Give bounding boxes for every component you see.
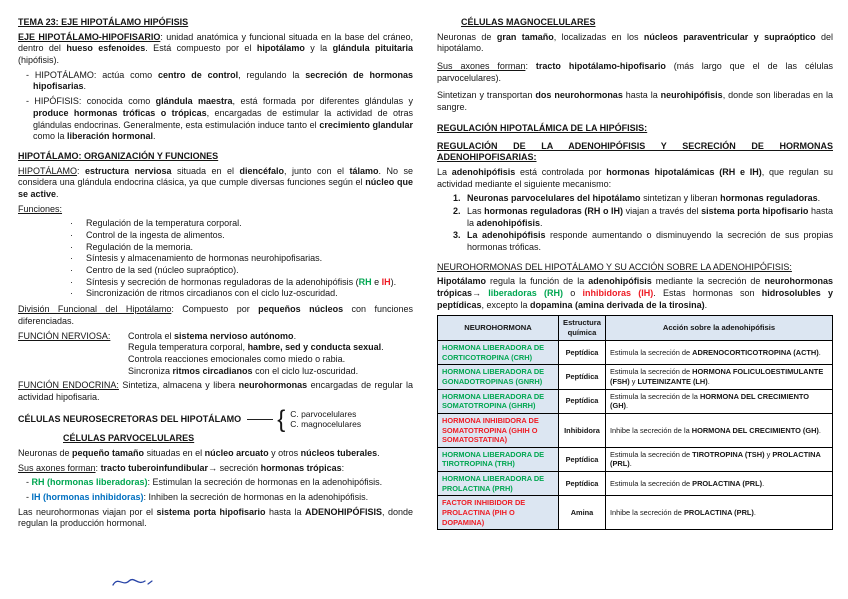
hormone-name-cell: FACTOR INHIBIDOR DE PROLACTINA (PIH O DOPAMINA) [438, 496, 559, 530]
bullet-glyph: · [70, 288, 73, 299]
hormone-name-cell: HORMONA LIBERADORA DE GONADOTROPINAS (GNRH) [438, 365, 559, 389]
text-run: secreción de hormonas hipofisarias [33, 69, 413, 92]
text-run: Sus axones forman [18, 462, 96, 473]
text-run: , encargadas de estimular la actividad de otras glándulas endocrinas. Generalmente, esta estimulación induce tanto el [33, 107, 414, 130]
text-run: viajan a través del [623, 205, 702, 216]
right-column [437, 17, 833, 530]
text-run: : [341, 462, 345, 473]
text-run: . [381, 342, 384, 353]
intro-paragraph [18, 32, 413, 67]
text-run: CÉLULAS NEUROSECRETORAS DEL HIPOTÁLAMO [18, 413, 242, 424]
text-run: tracto tuberoinfundibular [100, 462, 209, 473]
text-run: Inhibe la secreción de [609, 507, 684, 517]
list-item [453, 230, 833, 253]
text-run: . [293, 330, 297, 341]
text-run: sistema nervioso autónomo [174, 330, 294, 341]
text-run: hasta la [265, 506, 305, 517]
text-run: ADRENOCORTICOTROPINA (ACTH) [692, 347, 819, 357]
text-run: glándula pituitaria [332, 43, 413, 54]
table-header-row [438, 316, 833, 341]
list-item-text [467, 193, 833, 205]
text-run: REGULACIÓN DE LA ADENOHIPÓFISIS Y SECRECIÓN DE HORMONAS ADENOHIPOFISARIAS: [437, 140, 833, 163]
bullet-glyph: · [70, 253, 73, 264]
text-run: . No se considera una glándula endocrina clásica, ya que cumple diversas funciones según el [18, 165, 413, 188]
text-run: estructura nerviosa [85, 165, 172, 176]
text-run: hasta la [467, 205, 833, 228]
funcion-endocrina-block [18, 380, 413, 403]
structure-cell: Peptídica [559, 389, 606, 413]
text-run: hormonas trópicas [260, 462, 342, 473]
text-run: Controla el [128, 330, 175, 341]
text-run: Estimula la secreción de [609, 449, 693, 459]
hormone-name-cell: HORMONA LIBERADORA DE SOMATOTROPINA (GHRH) [438, 389, 559, 413]
text-run: Neuronas parvocelulares del hipotálamo [467, 193, 641, 204]
section-heading-organizacion [18, 151, 413, 163]
text-run: ). [390, 276, 397, 287]
text-run: (hipófisis). [18, 55, 60, 66]
funcion-nerviosa-block [18, 331, 413, 378]
text-run: crecimiento glandular [319, 119, 413, 130]
text-run: adenohipófisis [588, 276, 652, 287]
mecanismo-steps [437, 193, 833, 253]
text-run: , está formada por diferentes glándulas y [232, 96, 413, 107]
text-run: . [540, 217, 543, 228]
text-run: neurohipófisis [660, 90, 723, 101]
diagram-item: C. magnocelulares [290, 419, 362, 430]
list-item-text [86, 265, 413, 277]
action-cell [605, 447, 832, 471]
block-label [18, 331, 128, 378]
table-header-cell: Acción sobre la adenohipófisis [605, 316, 832, 341]
text-run: . [817, 193, 821, 204]
list-item-text [86, 288, 413, 300]
diagram-items [290, 409, 361, 430]
text-run: La adenohipófisis [467, 230, 546, 241]
porta-hipofisario-paragraph [18, 507, 413, 530]
structure-cell: Peptídica [559, 341, 606, 365]
structure-cell: Peptídica [559, 472, 606, 496]
bullet-glyph: · [70, 230, 73, 240]
text-run: Las [467, 205, 485, 216]
left-column [18, 17, 413, 533]
structure-cell: Inhibidora [559, 413, 606, 447]
regulacion-heading [437, 123, 833, 135]
text-run: : [525, 61, 536, 72]
text-run: y [764, 449, 773, 459]
text-run: Sintetiza, almacena y libera [118, 380, 239, 391]
text-run: sistema porta hipofisario [701, 205, 809, 216]
connector-line [247, 419, 273, 420]
text-run: Estimula la secreción de la [609, 391, 700, 401]
text-run: responde aumentando o disminuyendo la secreción de sus propias hormonas tróficas. [467, 230, 834, 252]
text-run: hormonas reguladoras (RH o IH) [484, 205, 624, 216]
text-run: núcleo que se active [18, 177, 413, 199]
text-run: → [472, 288, 489, 299]
text-run: . [83, 81, 87, 92]
text-run: pequeño tamaño [72, 447, 145, 458]
text-run: con el ciclo luz-oscuridad. [252, 365, 359, 376]
table-row [438, 365, 833, 389]
text-run: Centro de la sed (núcleo supraóptico). [86, 265, 239, 276]
text-run: IH [381, 276, 391, 287]
line [128, 342, 413, 354]
text-run: CÉLULAS MAGNOCELULARES [461, 17, 596, 27]
text-run: y la [304, 43, 333, 54]
mecanismo-intro [437, 167, 833, 190]
list-item-text [467, 230, 833, 253]
text-run: PROLACTINA (PRL) [692, 478, 763, 488]
text-run: neurohormonas trópicas [437, 276, 833, 299]
hormone-name-cell: HORMONA INHIBIDORA DE SOMATOTROPINA (GHIH O SOMATOSTATINA) [438, 413, 559, 447]
funciones-label [18, 204, 413, 216]
text-run: , excepto la [481, 299, 531, 310]
table-row [438, 413, 833, 447]
text-run: (más largo que el de las células parvocelulares). [437, 61, 833, 83]
neurohormonas-heading [437, 262, 833, 274]
list-item-text [86, 242, 413, 254]
table-row [438, 472, 833, 496]
text-run: sistema porta hipofisario [156, 506, 266, 517]
text-run: centro de control [157, 69, 239, 80]
list-item [70, 242, 413, 254]
list-item [70, 253, 413, 265]
list-number: 3. [453, 230, 461, 241]
text-run: HIPOTÁLAMO: ORGANIZACIÓN Y FUNCIONES [18, 150, 219, 161]
diagram-item: C. parvocelulares [290, 408, 357, 419]
text-run: gran tamaño [496, 31, 554, 42]
text-run: Sincronización de ritmos circadianos con el ciclo luz-oscuridad. [86, 288, 338, 299]
text-run: . [753, 507, 756, 517]
action-cell [605, 413, 832, 447]
text-run: , localizadas en los [553, 31, 644, 42]
text-run: núcleos paraventricular y supraóptico [643, 31, 816, 42]
structure-cell: Amina [559, 496, 606, 530]
text-run: tálamo [349, 165, 379, 176]
text-run: , donde regulan la producción hormonal. [18, 506, 413, 529]
text-run: mediante la secreción de [651, 276, 765, 287]
text-run: - HIPÓFISIS: conocida como [26, 96, 156, 107]
text-run: e [371, 276, 382, 287]
list-number: 1. [453, 193, 461, 204]
text-run: Hipotálamo [437, 276, 487, 287]
text-run: hipotálamo [256, 43, 305, 54]
text-run: Inhibe la secreción de la [609, 425, 692, 435]
action-cell [605, 472, 832, 496]
text-run: FUNCIÓN ENDOCRINA: [18, 380, 119, 391]
list-item-text [86, 277, 413, 289]
hormone-name-cell: HORMONA LIBERADORA DE PROLACTINA (PRH) [438, 472, 559, 496]
text-run: HORMONA DEL CRECIMIENTO (GH) [609, 391, 810, 411]
text-run: : unidad anatómica y funcional situada en la base del cráneo, dentro del [18, 31, 413, 54]
text-run: Sincroniza [128, 365, 173, 376]
action-cell [605, 341, 832, 365]
text-run: liberadoras (RH) [488, 288, 564, 299]
parvocelulares-description [18, 448, 413, 460]
text-run: hidrosolubles y peptídicas [437, 288, 834, 310]
text-run: situada en el [171, 165, 240, 176]
text-run: encargadas de regular la actividad hipofisaria. [18, 380, 413, 402]
text-run: PROLACTINA (PRL) [683, 507, 754, 517]
text-run: RH [358, 276, 372, 287]
table-row [438, 447, 833, 471]
action-cell [605, 389, 832, 413]
text-run: IH (hormonas inhibidoras) [31, 491, 144, 502]
table-row [438, 496, 833, 530]
table-row [438, 389, 833, 413]
text-run: CÉLULAS PARVOCELULARES [63, 433, 195, 444]
text-run: hambre, sed y conducta sexual [247, 342, 382, 353]
text-run: RH (hormonas liberadoras) [31, 477, 148, 488]
list-item-text [467, 206, 833, 229]
list-item-text [86, 218, 413, 230]
magnocelulares-axones [437, 61, 833, 84]
action-cell [605, 496, 832, 530]
line [128, 354, 413, 366]
structure-cell: Peptídica [559, 365, 606, 389]
list-number: 2. [453, 205, 461, 216]
text-run: - HIPOTÁLAMO: actúa como [26, 69, 158, 80]
table-row [438, 341, 833, 365]
magnocelulares-description [437, 32, 833, 55]
text-run: o [563, 288, 583, 299]
neurohormones-table [437, 315, 833, 530]
text-run: Neuronas de [437, 31, 497, 42]
text-run: glándula maestra [155, 96, 233, 107]
table-head [438, 316, 833, 341]
structure-cell: Peptídica [559, 447, 606, 471]
table-body [438, 341, 833, 530]
text-run: . [818, 347, 821, 357]
table-header-cell: Estructura química [559, 316, 606, 341]
text-run: TIROTROPINA (TSH) [692, 449, 765, 459]
diagram-label [18, 414, 241, 426]
text-run: . Estas hormonas son [653, 288, 762, 299]
bullet-glyph: · [70, 218, 73, 229]
text-run: regula la función de la [486, 276, 589, 287]
text-run: Sus axones forman [437, 61, 526, 72]
text-run: Regulación de la temperatura corporal. [86, 218, 242, 229]
ih-item [18, 492, 413, 504]
text-run: La [437, 166, 452, 177]
list-item [453, 206, 833, 229]
text-run: . Está compuesto por el [145, 43, 257, 54]
text-run: está controlada por [515, 166, 607, 177]
text-run: PROLACTINA (PRL) [609, 449, 821, 469]
text-run: : Compuesto por [171, 304, 259, 315]
list-item [70, 277, 413, 289]
neurohormonas-intro [437, 276, 833, 311]
text-run: Control de la ingesta de alimentos. [86, 230, 225, 240]
text-run: Síntesis y secreción de hormonas reguladoras de la adenohipófisis ( [86, 276, 359, 287]
list-item [70, 218, 413, 230]
list-item [70, 230, 413, 242]
text-run: inhibidoras (IH) [582, 288, 654, 299]
text-run: dopamina (amina derivada de la tirosina) [530, 299, 705, 310]
line [128, 366, 413, 378]
text-run: . [629, 459, 632, 469]
hormone-name-cell: HORMONA LIBERADORA DE CORTICOTROPINA (CRH) [438, 341, 559, 365]
text-run: REGULACIÓN HIPOTALÁMICA DE LA HIPÓFISIS: [437, 122, 648, 133]
list-item [70, 288, 413, 300]
brace-glyph: { [277, 405, 286, 433]
hipotalamo-definition [18, 166, 413, 201]
bullet-glyph: · [70, 241, 73, 252]
doc-title [18, 17, 413, 29]
text-run: , donde son liberadas en la sangre. [437, 90, 833, 113]
text-run: , que regulan su actividad mediante el siguiente mecanismo: [437, 166, 834, 189]
text-run: tracto hipotálamo-hipofisario [535, 61, 666, 72]
line [128, 331, 413, 343]
text-run: Síntesis y almacenamiento de hormonas neurohipofisarias. [86, 253, 323, 264]
text-run: . [56, 188, 59, 199]
text-run: ritmos circadianos [172, 365, 253, 376]
text-run: Estimula la secreción de [609, 367, 693, 377]
text-run: , junto con el [284, 165, 350, 176]
regulacion-adenohipofisis-heading [437, 141, 833, 164]
table-header-cell: NEUROHORMONA [438, 316, 559, 341]
text-run: . [762, 478, 765, 488]
text-run: . [626, 401, 629, 411]
text-run: ADENOHIPÓFISIS [304, 506, 382, 517]
text-run: FUNCIÓN NERVIOSA: [18, 330, 111, 341]
text-run: liberación hormonal [67, 131, 154, 142]
text-run: y otros [268, 447, 301, 458]
list-item-text [86, 253, 413, 265]
text-run: Estimula la secreción de [609, 478, 693, 488]
text-run: Las neurohormonas viajan por el [18, 506, 157, 517]
magnocelulares-heading [437, 17, 833, 29]
text-run: División Funcional del Hipotálamo [18, 304, 172, 315]
text-run: con funciones diferenciadas. [18, 304, 413, 326]
text-run: Controla reacciones emocionales como miedo o rabia. [128, 353, 346, 364]
text-run: → secreción [208, 462, 261, 473]
text-run: NEUROHORMONAS DEL HIPOTÁLAMO Y SU ACCIÓN SOBRE LA ADENOHIPÓFISIS: [437, 261, 792, 272]
text-run: TEMA 23: EJE HIPOTÁLAMO HIPÓFISIS [18, 17, 189, 27]
bullet-glyph: · [70, 276, 73, 287]
action-cell [605, 365, 832, 389]
hipotalamo-item [18, 70, 413, 93]
text-run: dos neurohormonas [535, 90, 623, 101]
text-run: - [26, 491, 32, 502]
text-run: Regulación de la memoria. [86, 241, 194, 252]
text-run: Estimula la secreción de [609, 347, 693, 357]
text-run: . [704, 299, 708, 310]
list-item [453, 193, 833, 205]
text-run: Regula temperatura corporal, [128, 342, 248, 353]
text-run: LUTEINIZANTE (LH) [637, 377, 708, 387]
list-item [70, 265, 413, 277]
rh-item [18, 477, 413, 489]
hipofisis-item [18, 96, 413, 143]
text-run: diencéfalo [239, 165, 285, 176]
parvocelulares-heading [18, 433, 413, 445]
text-run: HORMONA FOLICULOESTIMULANTE (FSH) [609, 367, 824, 387]
text-run: hasta la [622, 90, 661, 101]
list-item-text [86, 230, 413, 242]
text-run: HORMONA DEL CRECIMIENTO (GH) [691, 425, 819, 435]
text-run: , regulando la [238, 69, 306, 80]
funciones-list [18, 218, 413, 300]
text-run: . [377, 447, 380, 458]
text-run: - [26, 477, 32, 488]
text-run: hormonas hipotalámicas (RH e IH) [606, 166, 762, 177]
magnocelulares-neurohormonas [437, 90, 833, 113]
text-run: pequeños núcleos [258, 304, 344, 315]
text-run: . [707, 377, 710, 387]
text-run: HIPOTÁLAMO [18, 165, 78, 176]
celulas-neurosecretoras [18, 405, 413, 433]
division-funcional [18, 304, 413, 327]
text-run: adenohipófisis [476, 217, 541, 228]
text-run: : [77, 165, 85, 176]
text-run: adenohipófisis [451, 166, 516, 177]
text-run: produce hormonas tróficas o trópicas [33, 107, 207, 118]
text-run: núcleos tuberales [300, 447, 378, 458]
hormone-name-cell: HORMONA LIBERADORA DE TIROTROPINA (TRH) [438, 447, 559, 471]
ink-scribble [110, 573, 156, 591]
text-run: neurohormonas [238, 380, 308, 391]
text-run: sintetizan y liberan [640, 193, 721, 204]
text-run: Neuronas de [18, 447, 73, 458]
text-run: como la [33, 131, 68, 142]
text-run: : Inhiben la secreción de hormonas en la adenohipófisis. [143, 491, 369, 502]
bullet-glyph: · [70, 265, 73, 276]
text-run: hormonas reguladoras [720, 193, 818, 204]
text-run: del hipotálamo. [437, 31, 833, 54]
text-run: : Estimulan la secreción de hormonas en la adenohipófisis. [147, 477, 383, 488]
text-run: situadas en el [144, 447, 205, 458]
text-run: . [818, 425, 821, 435]
text-run: EJE HIPOTÁLAMO-HIPOFISARIO [18, 31, 161, 42]
text-run: hueso esfenoides [66, 43, 146, 54]
text-run: : [95, 462, 101, 473]
text-run: núcleo arcuato [204, 447, 269, 458]
block-lines [128, 331, 413, 378]
text-run: Funciones: [18, 203, 63, 214]
text-run: y [629, 377, 638, 387]
parvocelulares-axones [18, 463, 413, 475]
text-run: Sintetizan y transportan [437, 90, 536, 101]
text-run: . [153, 131, 156, 142]
